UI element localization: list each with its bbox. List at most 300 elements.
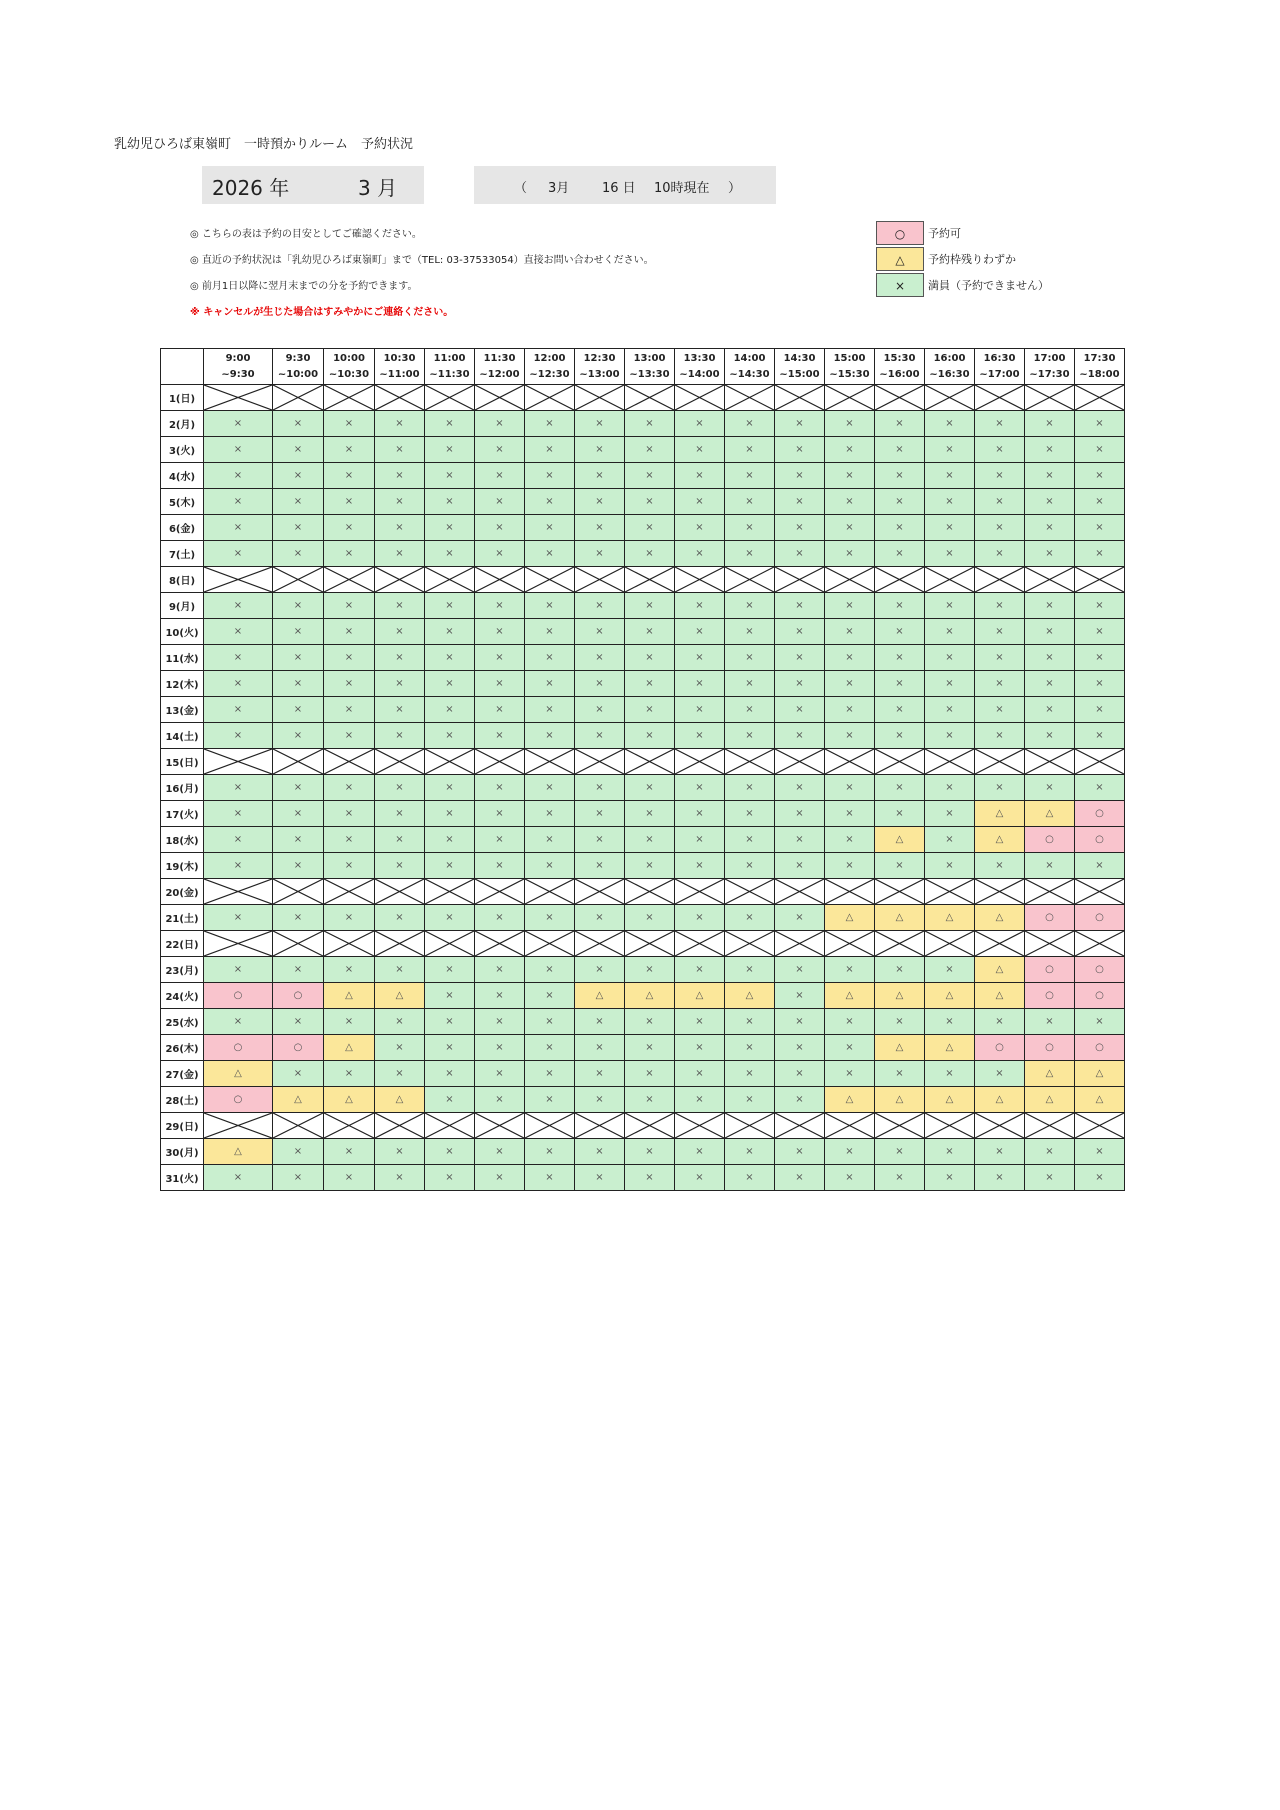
closed-cross-icon bbox=[825, 1113, 874, 1138]
closed-cross-icon bbox=[575, 931, 624, 956]
slot-full: × bbox=[625, 1035, 675, 1061]
closed-cross-icon bbox=[525, 749, 574, 774]
closed-cell bbox=[675, 879, 725, 905]
slot-full: × bbox=[625, 827, 675, 853]
closed-cell bbox=[875, 385, 925, 411]
closed-cross-icon bbox=[525, 879, 574, 904]
slot-full: × bbox=[273, 463, 324, 489]
day-label: 17(火) bbox=[161, 801, 204, 827]
slot-full: × bbox=[575, 905, 625, 931]
closed-cross-icon bbox=[204, 385, 272, 410]
day-label: 12(木) bbox=[161, 671, 204, 697]
slot-full: × bbox=[1025, 853, 1075, 879]
reservation-table bbox=[160, 348, 1125, 1191]
slot-full: × bbox=[425, 1139, 475, 1165]
closed-cross-icon bbox=[825, 567, 874, 592]
slot-full: × bbox=[625, 515, 675, 541]
closed-cell bbox=[975, 1113, 1025, 1139]
slot-full: × bbox=[875, 619, 925, 645]
closed-cross-icon bbox=[375, 567, 424, 592]
closed-cross-icon bbox=[425, 749, 474, 774]
time-slot-header bbox=[475, 349, 525, 385]
slot-available: ○ bbox=[1025, 1035, 1075, 1061]
closed-cross-icon bbox=[775, 879, 824, 904]
closed-cell bbox=[475, 1113, 525, 1139]
day-row bbox=[161, 853, 1125, 879]
slot-full: × bbox=[204, 801, 273, 827]
closed-cell bbox=[825, 931, 875, 957]
slot-full: × bbox=[1025, 697, 1075, 723]
day-row bbox=[161, 905, 1125, 931]
table-header-row bbox=[161, 349, 1125, 385]
closed-cross-icon bbox=[625, 749, 674, 774]
day-label: 25(水) bbox=[161, 1009, 204, 1035]
closed-cell bbox=[975, 567, 1025, 593]
closed-cross-icon bbox=[324, 879, 374, 904]
slot-full: × bbox=[975, 853, 1025, 879]
closed-cell bbox=[1075, 1113, 1125, 1139]
slot-full: × bbox=[625, 1139, 675, 1165]
slot-available: ○ bbox=[204, 1035, 273, 1061]
closed-cell bbox=[775, 1113, 825, 1139]
slot-full: × bbox=[775, 1087, 825, 1113]
closed-cross-icon bbox=[273, 931, 323, 956]
closed-cross-icon bbox=[324, 567, 374, 592]
time-slot-end: ~15:30 bbox=[829, 368, 870, 380]
closed-cell bbox=[625, 1113, 675, 1139]
slot-full: × bbox=[204, 463, 273, 489]
closed-cell bbox=[625, 931, 675, 957]
slot-full: × bbox=[725, 411, 775, 437]
day-label: 6(金) bbox=[161, 515, 204, 541]
day-label: 23(月) bbox=[161, 957, 204, 983]
slot-full: × bbox=[575, 645, 625, 671]
closed-cell bbox=[575, 1113, 625, 1139]
slot-full: × bbox=[625, 645, 675, 671]
time-slot-end: ~10:00 bbox=[277, 368, 319, 380]
slot-full: × bbox=[625, 489, 675, 515]
slot-full: × bbox=[475, 801, 525, 827]
day-row bbox=[161, 1009, 1125, 1035]
closed-cross-icon bbox=[1025, 1113, 1074, 1138]
time-slot-start: 12:30 bbox=[583, 352, 616, 364]
slot-full: × bbox=[725, 1009, 775, 1035]
slot-full: × bbox=[273, 697, 324, 723]
slot-full: × bbox=[1075, 1009, 1125, 1035]
closed-cell bbox=[775, 385, 825, 411]
closed-cell bbox=[475, 879, 525, 905]
slot-full: × bbox=[725, 1165, 775, 1191]
slot-full: × bbox=[324, 723, 375, 749]
slot-full: × bbox=[575, 827, 625, 853]
slot-full: × bbox=[273, 1009, 324, 1035]
slot-full: × bbox=[204, 411, 273, 437]
time-slot-header bbox=[324, 349, 375, 385]
closed-cross-icon bbox=[1075, 567, 1124, 592]
slot-few-left: △ bbox=[925, 983, 975, 1009]
closed-cell bbox=[925, 1113, 975, 1139]
slot-few-left: △ bbox=[625, 983, 675, 1009]
closed-cross-icon bbox=[525, 567, 574, 592]
slot-full: × bbox=[1075, 541, 1125, 567]
slot-full: × bbox=[525, 775, 575, 801]
slot-full: × bbox=[825, 671, 875, 697]
closed-cross-icon bbox=[725, 879, 774, 904]
time-slot-start: 16:00 bbox=[933, 352, 966, 364]
closed-cell bbox=[825, 385, 875, 411]
time-slot-start: 12:00 bbox=[533, 352, 566, 364]
slot-few-left: △ bbox=[825, 905, 875, 931]
slot-full: × bbox=[204, 437, 273, 463]
day-row bbox=[161, 775, 1125, 801]
slot-full: × bbox=[675, 697, 725, 723]
slot-full: × bbox=[675, 463, 725, 489]
time-slot-end: ~13:30 bbox=[629, 368, 670, 380]
closed-cross-icon bbox=[273, 1113, 323, 1138]
closed-cross-icon bbox=[975, 1113, 1024, 1138]
closed-cross-icon bbox=[525, 931, 574, 956]
slot-full: × bbox=[725, 723, 775, 749]
slot-full: × bbox=[575, 1087, 625, 1113]
day-row bbox=[161, 463, 1125, 489]
slot-full: × bbox=[425, 489, 475, 515]
slot-full: × bbox=[1075, 489, 1125, 515]
slot-full: × bbox=[725, 905, 775, 931]
time-slot-start: 11:00 bbox=[433, 352, 466, 364]
slot-full: × bbox=[324, 775, 375, 801]
slot-few-left: △ bbox=[975, 801, 1025, 827]
closed-cell bbox=[525, 931, 575, 957]
slot-full: × bbox=[725, 957, 775, 983]
closed-cross-icon bbox=[475, 931, 524, 956]
slot-full: × bbox=[975, 645, 1025, 671]
slot-full: × bbox=[375, 905, 425, 931]
day-label: 21(土) bbox=[161, 905, 204, 931]
slot-full: × bbox=[925, 827, 975, 853]
day-row bbox=[161, 931, 1125, 957]
closed-cell bbox=[324, 749, 375, 775]
slot-full: × bbox=[675, 1139, 725, 1165]
time-slot-start: 9:00 bbox=[225, 352, 251, 364]
closed-cell bbox=[375, 385, 425, 411]
slot-full: × bbox=[925, 1061, 975, 1087]
time-slot-header bbox=[975, 349, 1025, 385]
slot-full: × bbox=[925, 1009, 975, 1035]
slot-full: × bbox=[925, 853, 975, 879]
slot-full: × bbox=[273, 541, 324, 567]
closed-cell bbox=[625, 567, 675, 593]
closed-cell bbox=[725, 931, 775, 957]
slot-full: × bbox=[975, 489, 1025, 515]
slot-full: × bbox=[575, 593, 625, 619]
closed-cell bbox=[925, 567, 975, 593]
closed-cell bbox=[525, 567, 575, 593]
closed-cell bbox=[875, 879, 925, 905]
slot-full: × bbox=[825, 541, 875, 567]
slot-full: × bbox=[375, 1035, 425, 1061]
day-row bbox=[161, 1087, 1125, 1113]
closed-cell bbox=[725, 879, 775, 905]
slot-full: × bbox=[273, 645, 324, 671]
closed-cross-icon bbox=[204, 1113, 272, 1138]
slot-full: × bbox=[625, 437, 675, 463]
slot-full: × bbox=[273, 905, 324, 931]
slot-full: × bbox=[475, 1061, 525, 1087]
closed-cell bbox=[273, 1113, 324, 1139]
slot-full: × bbox=[375, 827, 425, 853]
slot-few-left: △ bbox=[975, 957, 1025, 983]
as-of-box bbox=[474, 166, 776, 204]
slot-full: × bbox=[725, 515, 775, 541]
day-row bbox=[161, 541, 1125, 567]
closed-cross-icon bbox=[375, 385, 424, 410]
slot-full: × bbox=[925, 411, 975, 437]
time-slot-end: ~17:30 bbox=[1029, 368, 1070, 380]
slot-full: × bbox=[375, 489, 425, 515]
closed-cross-icon bbox=[975, 879, 1024, 904]
slot-full: × bbox=[375, 1009, 425, 1035]
slot-full: × bbox=[575, 1061, 625, 1087]
slot-full: × bbox=[1075, 723, 1125, 749]
slot-full: × bbox=[875, 1165, 925, 1191]
closed-cell bbox=[375, 749, 425, 775]
legend-label: 予約可 bbox=[928, 227, 961, 240]
closed-cell bbox=[425, 879, 475, 905]
closed-cell bbox=[375, 931, 425, 957]
closed-cell bbox=[875, 749, 925, 775]
closed-cross-icon bbox=[273, 567, 323, 592]
slot-full: × bbox=[204, 905, 273, 931]
slot-few-left: △ bbox=[975, 1087, 1025, 1113]
slot-full: × bbox=[975, 697, 1025, 723]
legend-item-few-left bbox=[876, 246, 1049, 272]
slot-full: × bbox=[1075, 1165, 1125, 1191]
closed-cross-icon bbox=[1075, 931, 1124, 956]
slot-full: × bbox=[204, 723, 273, 749]
slot-full: × bbox=[1025, 723, 1075, 749]
closed-cross-icon bbox=[375, 879, 424, 904]
day-row bbox=[161, 749, 1125, 775]
slot-full: × bbox=[575, 489, 625, 515]
slot-full: × bbox=[975, 541, 1025, 567]
closed-cell bbox=[1075, 385, 1125, 411]
day-row bbox=[161, 1113, 1125, 1139]
slot-available: ○ bbox=[975, 1035, 1025, 1061]
slot-full: × bbox=[825, 1035, 875, 1061]
slot-full: × bbox=[725, 827, 775, 853]
closed-cross-icon bbox=[375, 1113, 424, 1138]
slot-full: × bbox=[775, 697, 825, 723]
closed-cross-icon bbox=[425, 1113, 474, 1138]
slot-few-left: △ bbox=[273, 1087, 324, 1113]
slot-full: × bbox=[725, 1061, 775, 1087]
month-label: 3 月 bbox=[358, 176, 398, 200]
slot-full: × bbox=[725, 645, 775, 671]
day-label: 14(土) bbox=[161, 723, 204, 749]
slot-full: × bbox=[575, 775, 625, 801]
closed-cross-icon bbox=[204, 879, 272, 904]
time-slot-end: ~13:00 bbox=[579, 368, 620, 380]
as-of-open-paren: （ bbox=[514, 181, 528, 196]
slot-full: × bbox=[825, 463, 875, 489]
slot-full: × bbox=[775, 593, 825, 619]
slot-full: × bbox=[375, 593, 425, 619]
slot-full: × bbox=[324, 905, 375, 931]
slot-full: × bbox=[825, 697, 875, 723]
slot-full: × bbox=[375, 645, 425, 671]
closed-cell bbox=[475, 567, 525, 593]
slot-full: × bbox=[475, 697, 525, 723]
slot-full: × bbox=[625, 723, 675, 749]
slot-full: × bbox=[775, 515, 825, 541]
slot-full: × bbox=[775, 619, 825, 645]
closed-cell bbox=[1075, 749, 1125, 775]
slot-few-left: △ bbox=[975, 827, 1025, 853]
time-slot-start: 10:00 bbox=[333, 352, 365, 364]
slot-few-left: △ bbox=[875, 905, 925, 931]
as-of-time: 10時現在 bbox=[654, 181, 710, 196]
slot-full: × bbox=[204, 593, 273, 619]
closed-cross-icon bbox=[575, 879, 624, 904]
time-slot-start: 9:30 bbox=[285, 352, 311, 364]
day-label: 4(水) bbox=[161, 463, 204, 489]
slot-full: × bbox=[675, 1087, 725, 1113]
time-slot-end: ~16:30 bbox=[929, 368, 970, 380]
slot-full: × bbox=[675, 723, 725, 749]
slot-full: × bbox=[675, 515, 725, 541]
closed-cross-icon bbox=[875, 385, 924, 410]
slot-full: × bbox=[475, 983, 525, 1009]
slot-full: × bbox=[925, 463, 975, 489]
closed-cell bbox=[875, 567, 925, 593]
slot-few-left: △ bbox=[825, 983, 875, 1009]
slot-full: × bbox=[324, 437, 375, 463]
slot-full: × bbox=[525, 1087, 575, 1113]
time-slot-header bbox=[1025, 349, 1075, 385]
slot-full: × bbox=[475, 1139, 525, 1165]
slot-full: × bbox=[204, 827, 273, 853]
day-label: 31(火) bbox=[161, 1165, 204, 1191]
slot-full: × bbox=[675, 827, 725, 853]
closed-cell bbox=[525, 385, 575, 411]
closed-cross-icon bbox=[1025, 931, 1074, 956]
slot-full: × bbox=[975, 671, 1025, 697]
slot-full: × bbox=[925, 515, 975, 541]
slot-few-left: △ bbox=[1025, 1061, 1075, 1087]
slot-full: × bbox=[204, 489, 273, 515]
closed-cell bbox=[1075, 879, 1125, 905]
slot-full: × bbox=[375, 957, 425, 983]
closed-cell bbox=[925, 931, 975, 957]
closed-cross-icon bbox=[324, 931, 374, 956]
slot-full: × bbox=[1025, 593, 1075, 619]
slot-few-left: △ bbox=[875, 827, 925, 853]
slot-full: × bbox=[1025, 671, 1075, 697]
slot-full: × bbox=[575, 1139, 625, 1165]
slot-full: × bbox=[273, 723, 324, 749]
time-slot-header bbox=[1075, 349, 1125, 385]
closed-cross-icon bbox=[525, 1113, 574, 1138]
slot-full: × bbox=[775, 541, 825, 567]
slot-full: × bbox=[625, 853, 675, 879]
closed-cross-icon bbox=[375, 749, 424, 774]
slot-few-left: △ bbox=[204, 1139, 273, 1165]
closed-cell bbox=[324, 879, 375, 905]
slot-full: × bbox=[775, 853, 825, 879]
time-slot-header bbox=[725, 349, 775, 385]
day-row bbox=[161, 983, 1125, 1009]
slot-full: × bbox=[875, 541, 925, 567]
slot-full: × bbox=[675, 957, 725, 983]
slot-full: × bbox=[475, 853, 525, 879]
slot-full: × bbox=[625, 801, 675, 827]
closed-cell bbox=[204, 749, 273, 775]
closed-cross-icon bbox=[625, 385, 674, 410]
slot-available: ○ bbox=[1075, 957, 1125, 983]
slot-full: × bbox=[825, 437, 875, 463]
slot-full: × bbox=[1025, 645, 1075, 671]
slot-full: × bbox=[675, 1061, 725, 1087]
day-label: 19(木) bbox=[161, 853, 204, 879]
slot-full: × bbox=[925, 957, 975, 983]
slot-few-left: △ bbox=[375, 1087, 425, 1113]
closed-cell bbox=[575, 567, 625, 593]
slot-full: × bbox=[875, 411, 925, 437]
slot-full: × bbox=[425, 775, 475, 801]
slot-full: × bbox=[975, 1165, 1025, 1191]
closed-cross-icon bbox=[475, 879, 524, 904]
slot-full: × bbox=[1075, 593, 1125, 619]
slot-full: × bbox=[875, 671, 925, 697]
time-slot-end: ~17:00 bbox=[979, 368, 1020, 380]
slot-full: × bbox=[975, 515, 1025, 541]
slot-full: × bbox=[575, 957, 625, 983]
slot-full: × bbox=[825, 515, 875, 541]
slot-full: × bbox=[1025, 775, 1075, 801]
slot-full: × bbox=[875, 515, 925, 541]
slot-full: × bbox=[475, 619, 525, 645]
slot-full: × bbox=[273, 593, 324, 619]
closed-cell bbox=[675, 931, 725, 957]
closed-cell bbox=[375, 567, 425, 593]
slot-full: × bbox=[273, 437, 324, 463]
time-slot-start: 11:30 bbox=[483, 352, 516, 364]
day-label: 5(木) bbox=[161, 489, 204, 515]
slot-full: × bbox=[575, 1035, 625, 1061]
slot-full: × bbox=[675, 853, 725, 879]
closed-cross-icon bbox=[675, 1113, 724, 1138]
day-row bbox=[161, 1061, 1125, 1087]
slot-full: × bbox=[775, 1061, 825, 1087]
slot-full: × bbox=[525, 619, 575, 645]
slot-full: × bbox=[925, 723, 975, 749]
slot-few-left: △ bbox=[875, 1035, 925, 1061]
closed-cell bbox=[475, 385, 525, 411]
closed-cross-icon bbox=[204, 931, 272, 956]
slot-full: × bbox=[425, 619, 475, 645]
slot-full: × bbox=[324, 1139, 375, 1165]
slot-full: × bbox=[825, 593, 875, 619]
closed-cell bbox=[1075, 567, 1125, 593]
slot-full: × bbox=[825, 827, 875, 853]
slot-full: × bbox=[775, 1009, 825, 1035]
time-slot-header bbox=[675, 349, 725, 385]
closed-cell bbox=[425, 931, 475, 957]
legend-label: 予約枠残りわずか bbox=[928, 253, 1016, 266]
closed-cross-icon bbox=[1075, 1113, 1124, 1138]
slot-full: × bbox=[975, 1061, 1025, 1087]
time-slot-header bbox=[775, 349, 825, 385]
